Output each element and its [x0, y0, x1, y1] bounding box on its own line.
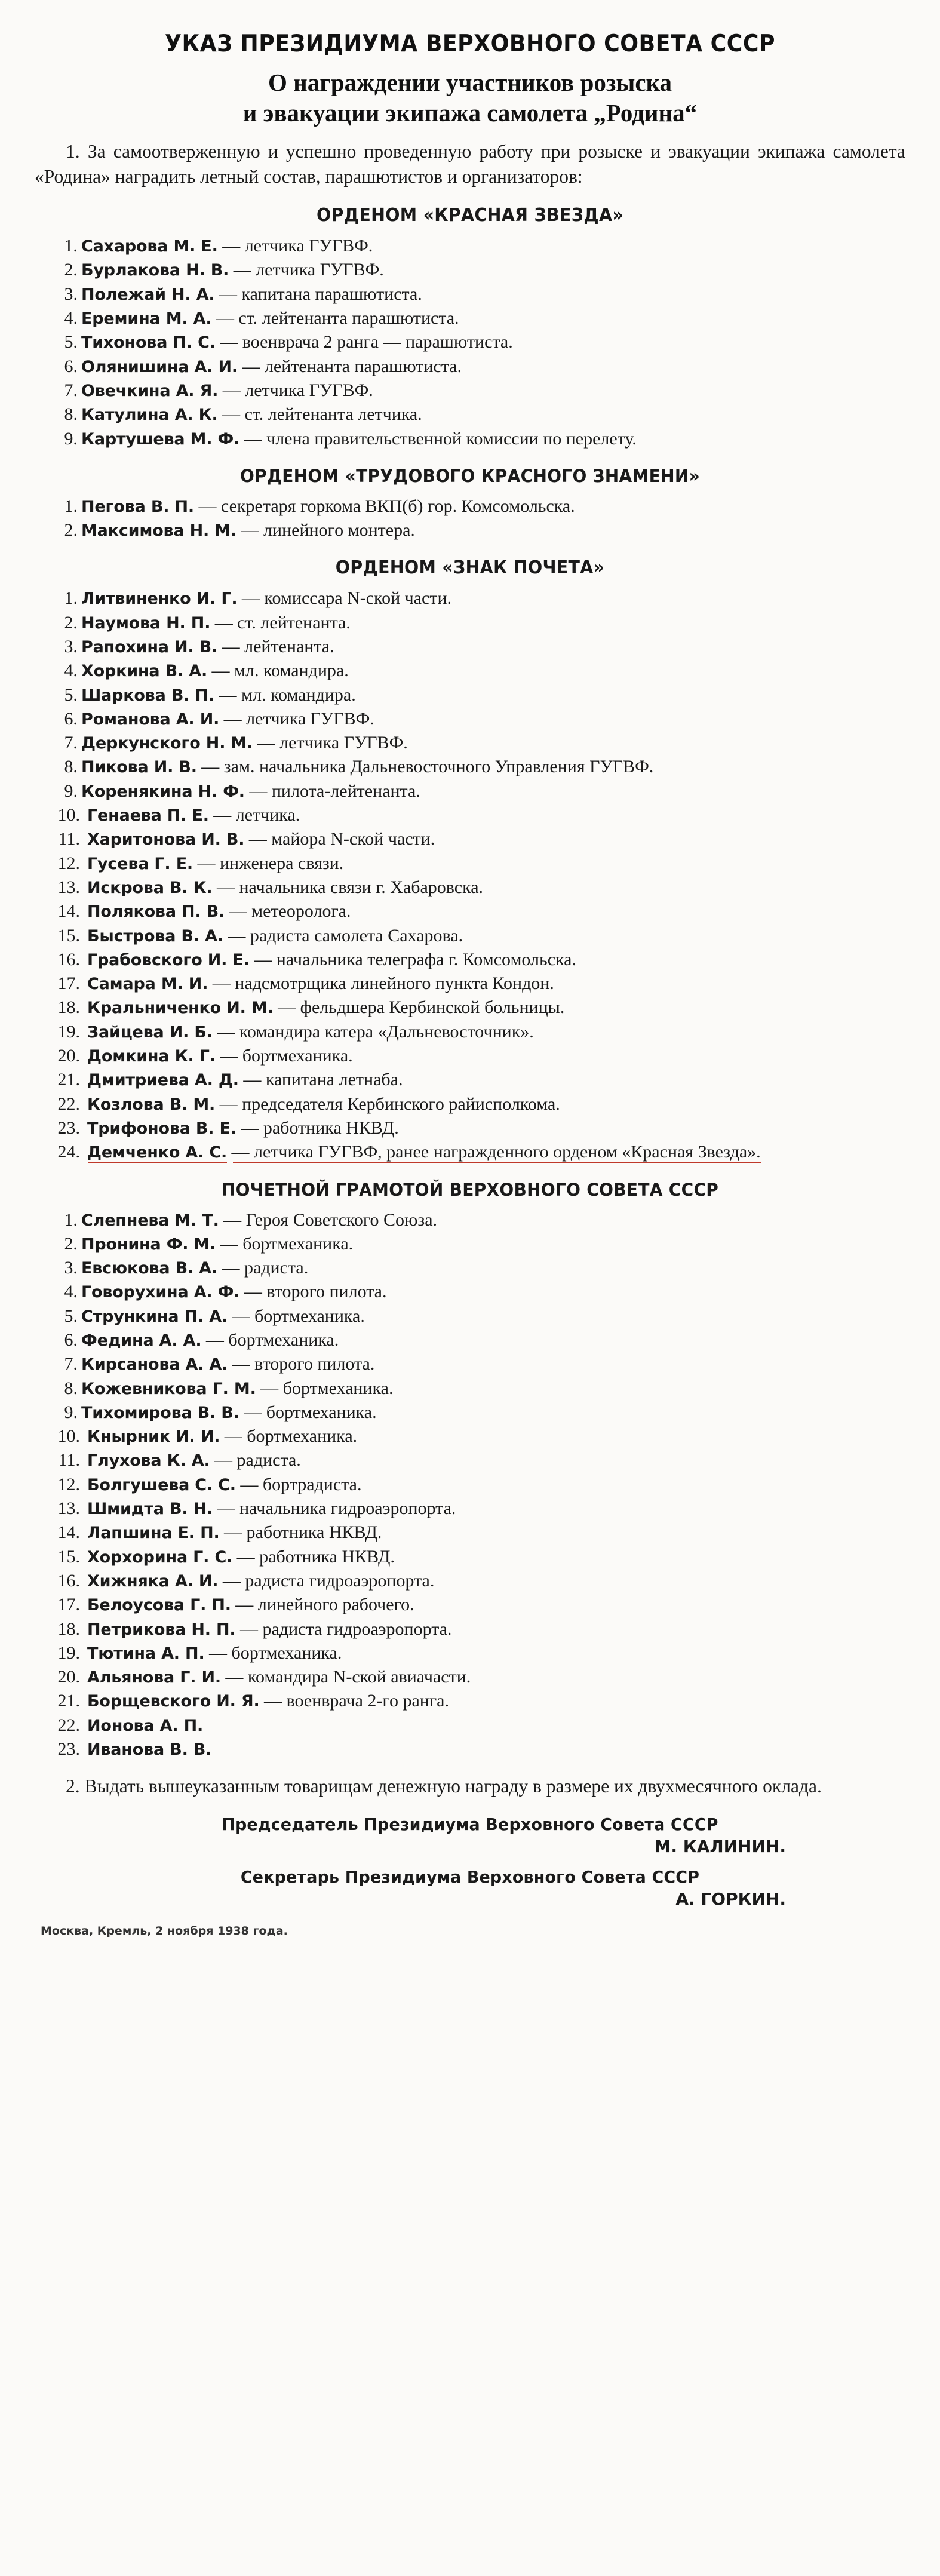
list-item	[35, 852, 905, 875]
awardee-role: — бортмеханика.	[260, 1378, 394, 1398]
awardee-name: Кожевникова Г. М.	[81, 1379, 256, 1398]
list-item	[35, 1569, 905, 1592]
awardee-name: Пегова В. П.	[81, 497, 194, 516]
list-item	[35, 1424, 905, 1448]
list-item-number: 19.	[57, 1642, 80, 1663]
awardee-role: — радиста гидроаэропорта.	[222, 1570, 435, 1591]
list-item-number: 5.	[64, 1306, 78, 1326]
list-item-number: 9.	[64, 781, 78, 801]
awardee-role: — работника НКВД.	[236, 1546, 395, 1567]
list-item-number: 6.	[64, 708, 78, 729]
list-item	[35, 707, 905, 730]
awardee-name: Коренякина Н. Ф.	[81, 782, 245, 801]
list-item	[35, 972, 905, 995]
awardee-role: — летчика.	[213, 805, 300, 825]
list-item-number: 24.	[57, 1142, 80, 1162]
page-title: УКАЗ ПРЕЗИДИУМА ВЕРХОВНОГО СОВЕТА СССР	[165, 30, 775, 57]
list-item	[35, 1521, 905, 1544]
awardee-role: — Героя Советского Союза.	[223, 1209, 438, 1230]
awardee-role: — линейного монтера.	[241, 520, 415, 541]
list-item-number: 1.	[64, 1209, 78, 1230]
awardee-role: — ст. лейтенанта летчика.	[222, 404, 422, 425]
list-item-number: 5.	[64, 684, 78, 705]
list-item-number: 9.	[64, 1402, 78, 1422]
list-item-number: 22.	[57, 1715, 80, 1735]
list-item	[35, 683, 905, 707]
list-item	[35, 1208, 905, 1232]
list-item	[35, 1352, 905, 1375]
awardee-role: — летчика ГУГВФ.	[233, 260, 384, 280]
awardee-name: Трифонова В. Е.	[87, 1119, 236, 1138]
awardee-name: Тихонова П. С.	[81, 333, 216, 352]
awardee-name: Литвиненко И. Г.	[81, 589, 238, 609]
list-item-number: 17.	[57, 974, 80, 994]
intro-paragraph	[35, 139, 905, 189]
list-item-number: 19.	[57, 1021, 80, 1042]
list-item-number: 8.	[64, 757, 78, 777]
awardee-role: — летчика ГУГВФ.	[222, 236, 373, 256]
awardee-role: — второго пилота.	[232, 1354, 375, 1374]
list-item-number: 7.	[64, 733, 78, 753]
awardee-role: — ст. лейтенанта.	[214, 612, 351, 633]
awardee-role: — радиста гидроаэропорта.	[240, 1619, 452, 1639]
awardee-name: Петрикова Н. П.	[87, 1620, 236, 1639]
list-item	[35, 587, 905, 610]
awardee-name: Дмитриева А. Д.	[87, 1071, 239, 1090]
list-item-number: 4.	[64, 661, 78, 681]
list-item-number: 9.	[64, 428, 78, 449]
list-item	[35, 1473, 905, 1496]
list-item	[35, 731, 905, 754]
list-item-number: 7.	[64, 1354, 78, 1374]
list-item	[35, 1689, 905, 1712]
awardee-name: Еремина М. А.	[81, 309, 212, 328]
awardee-name: Козлова В. М.	[87, 1095, 216, 1114]
list-item-number: 23.	[57, 1739, 80, 1760]
awardee-name: Кральниченко И. М.	[87, 999, 274, 1018]
awardee-role: — бортмеханика.	[224, 1426, 358, 1447]
awardee-name: Максимова Н. М.	[81, 521, 237, 541]
awardee-role: — фельдшера Кербинской больницы.	[278, 997, 565, 1018]
award-list	[35, 234, 905, 450]
awardee-role: — зам. начальника Дальневосточного Управления ГУГВФ.	[201, 757, 654, 777]
awardee-name: Наумова Н. П.	[81, 613, 211, 633]
signature-name-chairman: М. КАЛИНИН.	[654, 1837, 786, 1857]
list-item	[35, 779, 905, 803]
awardee-role: — майора N-ской части.	[248, 829, 435, 849]
list-item	[35, 1044, 905, 1067]
list-item	[35, 803, 905, 827]
list-item	[35, 635, 905, 658]
awardee-role: — лейтенанта парашютиста.	[242, 356, 462, 376]
list-item-number: 1.	[64, 496, 78, 516]
list-item	[35, 403, 905, 426]
list-item-number: 20.	[57, 1046, 80, 1066]
list-item	[35, 1232, 905, 1255]
list-item-number: 3.	[64, 636, 78, 656]
awardee-name: Тихомирова В. В.	[81, 1403, 239, 1422]
award-list	[35, 587, 905, 1163]
award-list	[35, 1208, 905, 1761]
list-item	[35, 330, 905, 354]
awardee-role: — бортмеханика.	[209, 1642, 342, 1663]
award-sections	[35, 205, 905, 1761]
list-item	[35, 379, 905, 402]
awardee-role: — летчика ГУГВФ, ранее награжденного орденом «Красная Звезда».	[231, 1142, 761, 1162]
awardee-name: Пронина Ф. М.	[81, 1235, 216, 1254]
list-item-number: 18.	[57, 997, 80, 1018]
awardee-name: Кнырник И. И.	[87, 1427, 220, 1447]
awardee-role: — капитана парашютиста.	[219, 284, 422, 304]
list-item-number: 2.	[64, 1233, 78, 1254]
awardee-role: — военврача 2 ранга — парашютиста.	[220, 332, 513, 352]
list-item	[35, 1737, 905, 1761]
list-item-number: 18.	[57, 1619, 80, 1639]
footer-dateline: Москва, Кремль, 2 ноября 1938 года.	[41, 1924, 288, 1938]
signature-role-chairman: Председатель Президиума Верховного Совета СССР	[222, 1814, 718, 1835]
list-item-number: 8.	[64, 1378, 78, 1398]
list-item-number: 23.	[57, 1117, 80, 1138]
list-item-number: 15.	[57, 925, 80, 945]
awardee-role: — ст. лейтенанта парашютиста.	[216, 308, 459, 328]
list-item	[35, 1497, 905, 1520]
awardee-name: Лапшина Е. П.	[87, 1524, 220, 1543]
awardee-role: — командира катера «Дальневосточник».	[217, 1021, 534, 1042]
awardee-role: — линейного рабочего.	[235, 1595, 414, 1615]
awardee-role: — бортмеханика.	[205, 1330, 339, 1350]
list-item	[35, 1256, 905, 1279]
list-item	[35, 495, 905, 518]
awardee-name: Полежай Н. А.	[81, 285, 215, 304]
awardee-name: Грабовского И. Е.	[87, 950, 250, 969]
list-item-number: 12.	[57, 1474, 80, 1494]
awardee-role: — лейтенанта.	[222, 636, 334, 656]
list-item	[35, 234, 905, 257]
list-item	[35, 1448, 905, 1472]
awardee-name: Быстрова В. А.	[87, 926, 223, 945]
list-item	[35, 996, 905, 1019]
list-item	[35, 1665, 905, 1688]
list-item-number: 4.	[64, 308, 78, 328]
list-item-number: 12.	[57, 853, 80, 873]
awardee-name: Стрункина П. А.	[81, 1307, 228, 1326]
list-item-number: 13.	[57, 1499, 80, 1519]
awardee-role: — бортмеханика.	[220, 1046, 353, 1066]
list-item	[35, 1140, 905, 1163]
awardee-role: — работника НКВД.	[224, 1522, 382, 1543]
list-item-number: 11.	[58, 1450, 80, 1470]
awardee-name: Овечкина А. Я.	[81, 381, 219, 400]
section-heading: ОРДЕНОМ «ТРУДОВОГО КРАСНОГО ЗНАМЕНИ»	[240, 465, 700, 486]
list-item	[35, 1545, 905, 1568]
awardee-name: Харитонова И. В.	[87, 830, 245, 849]
awardee-name: Ионова А. П.	[87, 1716, 204, 1735]
awardee-name: Альянова Г. И.	[87, 1668, 221, 1687]
page-subtitle	[35, 67, 905, 129]
list-item	[35, 876, 905, 899]
list-item-number: 10.	[57, 1426, 80, 1447]
awardee-role: — начальника гидроаэропорта.	[217, 1499, 456, 1519]
list-item	[35, 1617, 905, 1641]
awardee-role: — бортмеханика.	[232, 1306, 365, 1326]
list-item-number: 13.	[57, 877, 80, 897]
awardee-name: Бурлакова Н. В.	[81, 261, 229, 280]
awardee-role: — командира N-ской авиачасти.	[225, 1667, 471, 1687]
awardee-role: — летчика ГУГВФ.	[222, 380, 373, 400]
list-item-number: 3.	[64, 284, 78, 304]
list-item	[35, 899, 905, 923]
awardee-name: Хижняка А. И.	[87, 1571, 219, 1591]
awardee-role: — члена правительственной комиссии по перелету.	[244, 428, 637, 449]
awardee-role: — пилота-лейтенанта.	[249, 781, 420, 801]
list-item	[35, 1280, 905, 1303]
section-heading: ОРДЕНОМ «ЗНАК ПОЧЕТА»	[335, 557, 605, 579]
list-item	[35, 1328, 905, 1352]
awardee-role: — радиста самолета Сахарова.	[228, 925, 463, 945]
list-item	[35, 306, 905, 330]
awardee-role: — бортмеханика.	[220, 1233, 354, 1254]
awardee-role: — военврача 2-го ранга.	[264, 1691, 449, 1711]
awardee-name: Демченко А. С.	[87, 1143, 228, 1162]
awardee-role: — второго пилота.	[244, 1282, 387, 1302]
awardee-name: Сахарова М. Е.	[81, 237, 218, 256]
awardee-name: Слепнева М. Т.	[81, 1211, 219, 1230]
awardee-role: — мл. командира.	[219, 684, 356, 705]
list-item	[35, 1714, 905, 1737]
list-item-number: 6.	[64, 1330, 78, 1350]
signature-block	[35, 1814, 905, 1909]
list-item-number: 2.	[64, 612, 78, 633]
list-item-number: 11.	[58, 829, 80, 849]
awardee-name: Катулина А. К.	[81, 406, 218, 425]
closing-paragraph	[35, 1774, 905, 1799]
list-item	[35, 1641, 905, 1665]
awardee-name: Домкина К. Г.	[87, 1047, 216, 1066]
list-item-number: 2.	[64, 260, 78, 280]
awardee-name: Евсюкова В. А.	[81, 1259, 217, 1278]
awardee-name: Глухова К. А.	[87, 1451, 210, 1470]
page-subtitle-line1: О награждении участников розыска	[268, 68, 672, 96]
awardee-name: Самара М. И.	[87, 975, 208, 994]
list-item-number: 16.	[57, 1570, 80, 1591]
intro-text: 1. За самоотверженную и успешно проведенную работу при розыске и эвакуации экипажа самолета «Родина» наградить летный состав, парашютистов и организаторов:	[35, 141, 905, 188]
awardee-name: Говорухина А. Ф.	[81, 1283, 240, 1302]
awardee-role: — надсмотрщика линейного пункта Кондон.	[212, 974, 554, 994]
awardee-role: — председателя Кербинского райисполкома.	[219, 1094, 560, 1114]
list-item	[35, 355, 905, 378]
award-list	[35, 495, 905, 542]
awardee-role: — метеоролога.	[229, 901, 351, 922]
awardee-name: Пикова И. В.	[81, 758, 197, 777]
awardee-name: Деркунского Н. М.	[81, 734, 253, 753]
awardee-name: Зайцева И. Б.	[87, 1023, 213, 1042]
signature-name-secretary: А. ГОРКИН.	[675, 1889, 786, 1909]
list-item	[35, 1593, 905, 1616]
awardee-name: Полякова П. В.	[87, 902, 225, 922]
list-item	[35, 1068, 905, 1091]
closing-text: 2. Выдать вышеуказанным товарищам денежную награду в размере их двухмесячного оклада.	[66, 1776, 822, 1797]
list-item	[35, 1020, 905, 1043]
list-item-number: 20.	[57, 1667, 80, 1687]
awardee-name: Шаркова В. П.	[81, 686, 214, 705]
awardee-role: — радиста.	[214, 1450, 301, 1470]
awardee-role: — начальника телеграфа г. Комсомольска.	[254, 949, 576, 969]
list-item	[35, 827, 905, 851]
list-item	[35, 1092, 905, 1116]
awardee-name: Генаева П. Е.	[87, 806, 209, 825]
list-item	[35, 611, 905, 634]
awardee-role: — бортрадиста.	[240, 1474, 362, 1494]
list-item	[35, 518, 905, 542]
list-item-number: 21.	[57, 1691, 80, 1711]
awardee-role: — бортмеханика.	[244, 1402, 377, 1422]
awardee-name: Гусева Г. Е.	[87, 854, 193, 873]
awardee-role: — инженера связи.	[197, 853, 344, 873]
awardee-name: Романова А. И.	[81, 710, 220, 729]
page-subtitle-line2: и эвакуации экипажа самолета „Родина“	[242, 99, 698, 127]
list-item	[35, 1116, 905, 1140]
list-item-number: 14.	[57, 1522, 80, 1543]
list-item-number: 22.	[57, 1094, 80, 1114]
awardee-role: — капитана летнаба.	[243, 1070, 403, 1090]
list-item	[35, 283, 905, 306]
awardee-role: — радиста.	[222, 1258, 309, 1278]
list-item-number: 17.	[57, 1595, 80, 1615]
awardee-role: — начальника связи г. Хабаровска.	[216, 877, 484, 897]
awardee-name: Хорхорина Г. С.	[87, 1548, 233, 1567]
list-item	[35, 1304, 905, 1328]
list-item-number: 5.	[64, 332, 78, 352]
list-item-number: 8.	[64, 404, 78, 425]
awardee-name: Белоусова Г. П.	[87, 1596, 231, 1615]
list-item	[35, 258, 905, 281]
list-item	[35, 1401, 905, 1424]
list-item-number: 21.	[57, 1070, 80, 1090]
section-heading: ПОЧЕТНОЙ ГРАМОТОЙ ВЕРХОВНОГО СОВЕТА СССР	[221, 1179, 719, 1200]
awardee-name: Федина А. А.	[81, 1331, 202, 1350]
section-heading: ОРДЕНОМ «КРАСНАЯ ЗВЕЗДА»	[316, 205, 624, 226]
list-item-number: 7.	[64, 380, 78, 400]
awardee-name: Иванова В. В.	[87, 1740, 212, 1760]
awardee-name: Борщевского И. Я.	[87, 1692, 260, 1711]
awardee-role: — мл. командира.	[211, 661, 349, 681]
awardee-role: — секретаря горкома ВКП(б) гор. Комсомольска.	[198, 496, 575, 516]
list-item	[35, 755, 905, 778]
list-item-number: 14.	[57, 901, 80, 922]
awardee-name: Шмидта В. Н.	[87, 1500, 213, 1519]
list-item-number: 16.	[57, 949, 80, 969]
signature-role-secretary: Секретарь Президиума Верховного Совета СССР	[240, 1867, 700, 1887]
awardee-name: Болгушева С. С.	[87, 1475, 236, 1494]
list-item-number: 10.	[57, 805, 80, 825]
list-item	[35, 427, 905, 450]
awardee-name: Кирсанова А. А.	[81, 1355, 228, 1374]
list-item	[35, 948, 905, 971]
list-item-number: 4.	[64, 1282, 78, 1302]
list-item-number: 2.	[64, 520, 78, 541]
awardee-role: — комиссара N-ской части.	[241, 588, 452, 609]
awardee-role: — летчика ГУГВФ.	[257, 733, 408, 753]
awardee-role: — работника НКВД.	[241, 1117, 399, 1138]
awardee-name: Рапохина И. В.	[81, 637, 218, 656]
list-item	[35, 924, 905, 947]
list-item	[35, 1377, 905, 1400]
list-item-number: 15.	[57, 1546, 80, 1567]
list-item-number: 3.	[64, 1258, 78, 1278]
awardee-name: Картушева М. Ф.	[81, 429, 240, 449]
list-item-number: 1.	[64, 236, 78, 256]
awardee-name: Тютина А. П.	[87, 1644, 205, 1663]
awardee-name: Искрова В. К.	[87, 878, 213, 897]
list-item	[35, 659, 905, 682]
list-item-number: 6.	[64, 356, 78, 376]
list-item-number: 1.	[64, 588, 78, 609]
awardee-role: — летчика ГУГВФ.	[223, 708, 374, 729]
awardee-name: Хоркина В. А.	[81, 662, 208, 681]
awardee-name: Олянишина А. И.	[81, 357, 238, 376]
